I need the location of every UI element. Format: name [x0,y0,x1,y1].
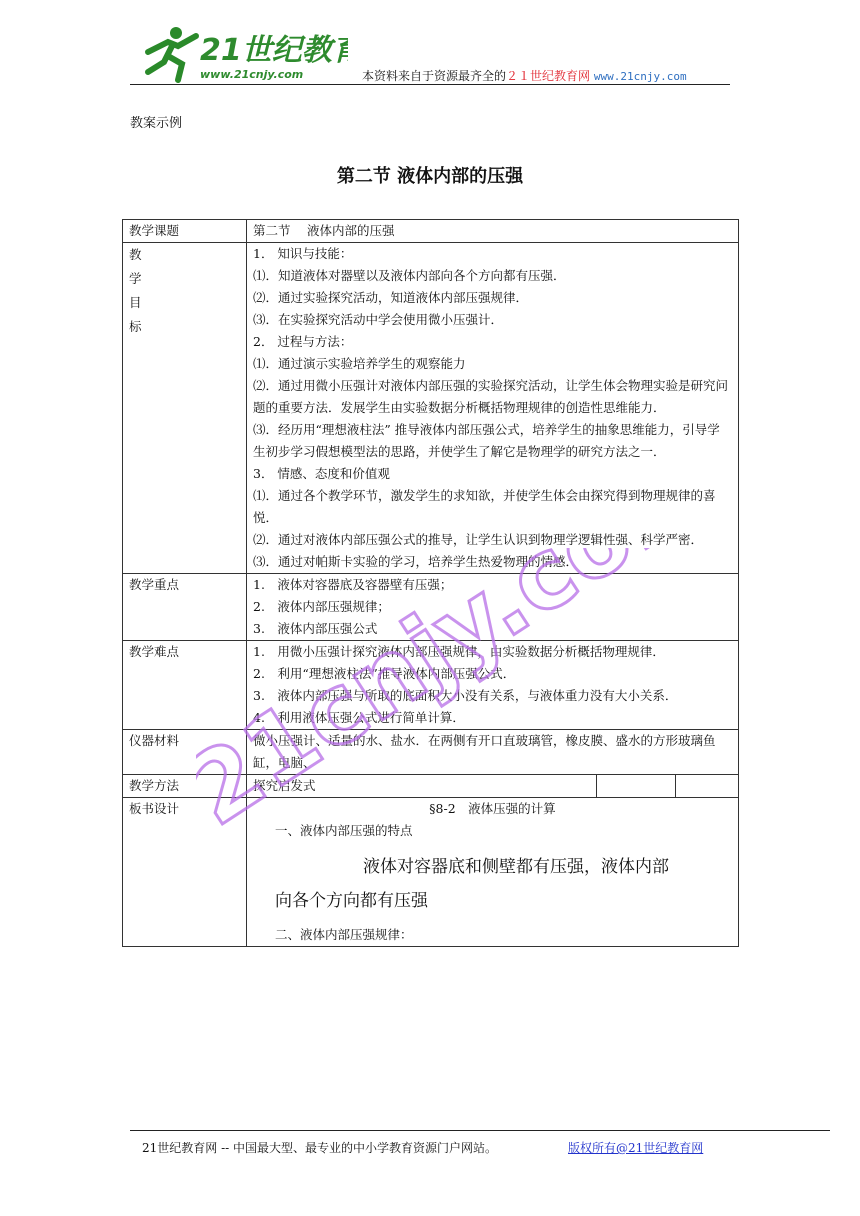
objective-line: 3． 情感、态度和价值观 [253,466,390,481]
topic-label: 教学课题 [123,220,247,243]
footer-divider [130,1130,830,1131]
objectives-label: 教 学 目 标 [123,243,247,574]
method-label: 教学方法 [123,775,247,798]
key-point-item: 1. 液体对容器底及容器壁有压强； [253,577,453,592]
board-subheading-2: 二、液体内部压强规律： [275,927,413,942]
objective-line: ⑶．在实验探究活动中学会使用微小压强计． [253,312,504,327]
table-row-board [123,798,739,947]
method-value: 探究启发式 [247,775,597,798]
objective-line: ⑶．经历用“理想液柱法” 推导液体内部压强公式，培养学生的抽象思维能力，引导学生初步学习假想模型法的思路，并使学生了解它是物理学的研究方法之一． [253,422,720,459]
equipment-label: 仪器材料 [123,730,247,775]
difficulty-item: 1. 用微小压强计探究液体内部压强规律，由实验数据分析概括物理规律． [253,644,665,659]
board-statement-line-2: 向各个方向都有压强 [275,891,428,911]
difficulty-item: 3. 液体内部压强与所取的底面积大小没有关系，与液体重力没有大小关系． [253,688,678,703]
empty-cell [597,775,676,798]
table-row-method [123,775,739,798]
objective-line: 1． 知识与技能： [253,246,353,261]
footer-text: 21世纪教育网 -- 中国最大型、最专业的中小学教育资源门户网站。 [142,1141,498,1155]
table-row-key-points [123,574,739,641]
table-row-equipment [123,730,739,775]
board-label: 板书设计 [123,798,247,947]
difficulties-label: 教学难点 [123,641,247,730]
logo-url: www.21cnjy.com [200,68,304,81]
objective-line: ⑵．通过对液体内部压强公式的推导，让学生认识到物理学逻辑性强、科学严密． [253,532,704,547]
objective-line: ⑶．通过对帕斯卡实验的学习，培养学生热爱物理的情感． [253,554,579,569]
tagline-url[interactable]: www.21cnjy.com [593,70,687,83]
table-row-difficulties [123,641,739,730]
board-content [247,798,739,947]
difficulty-item: 2. 利用“理想液柱法”推导液体内部压强公式． [253,666,516,681]
header-divider [130,84,730,85]
table-row-topic [123,220,739,243]
objective-line: ⑵．通过实验探究活动，知道液体内部压强规律． [253,290,529,305]
tagline-prefix: 本资料来自于资源最齐全的 [362,69,507,83]
key-points-content [247,574,739,641]
equipment-value: 微小压强计、适量的水、盐水．在两侧有开口直玻璃管，橡皮膜、盛水的方形玻璃鱼缸，电脑、 [247,730,739,775]
objectives-content [247,243,739,574]
objective-line: ⑴．通过演示实验培养学生的观察能力 [253,356,466,371]
board-statement-line-1: 液体对容器底和侧壁都有压强，液体内部 [363,857,669,877]
board-subheading-1: 一、液体内部压强的特点 [275,823,413,838]
key-point-item: 3. 液体内部压强公式 [253,621,378,636]
objective-line: 2． 过程与方法： [253,334,353,349]
site-logo [138,22,348,84]
topic-value: 第二节 液体内部的压强 [247,220,739,243]
page-title: 第二节 液体内部的压强 [336,166,524,187]
objective-line: ⑴．通过各个教学环节，激发学生的求知欲，并使学生体会由探究得到物理规律的喜悦． [253,488,716,525]
tagline-brand: ２１世纪教育网 [506,69,591,83]
table-row-objectives [123,243,739,574]
board-heading: §8-2 液体压强的计算 [429,801,556,816]
empty-cell [676,775,739,798]
key-point-item: 2. 液体内部压强规律； [253,599,390,614]
lesson-plan-table [122,219,739,947]
objective-line: ⑴．知道液体对器壁以及液体内部向各个方向都有压强． [253,268,566,283]
section-label: 教案示例 [130,116,183,131]
logo-number: 21世纪教育 [200,33,348,68]
difficulties-content [247,641,739,730]
header-tagline [362,67,687,84]
key-points-label: 教学重点 [123,574,247,641]
copyright-link[interactable]: 版权所有@21世纪教育网 [568,1141,704,1155]
watermark-text: 21cnjy.com [196,548,666,848]
objective-line: ⑵．通过用微小压强计对液体内部压强的实验探究活动，让学生体会物理实验是研究问题的重要方法．发展学生由实验数据分析概括物理规律的创造性思维能力． [253,378,729,415]
difficulty-item: 4. 利用液体压强公式进行简单计算． [253,710,465,725]
